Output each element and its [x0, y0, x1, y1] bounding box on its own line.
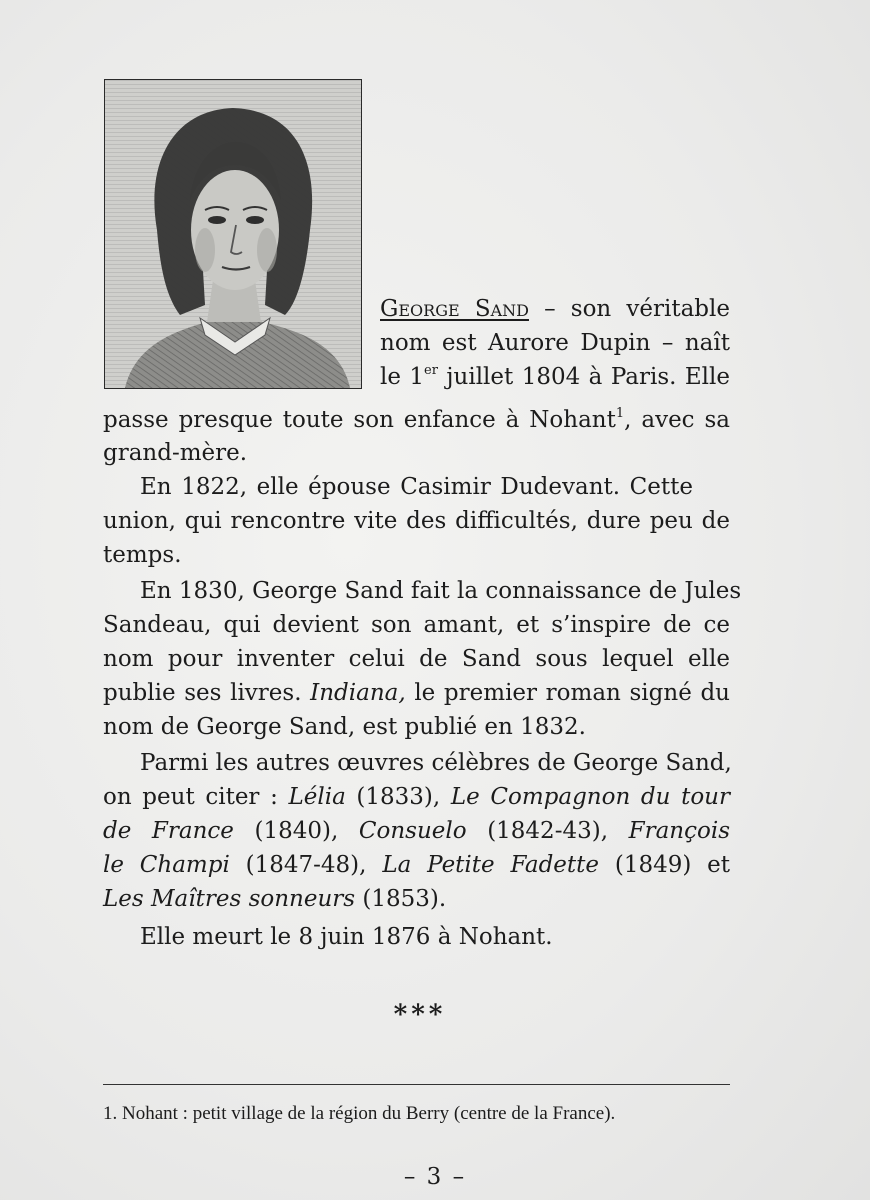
- paragraph-works-l3: de France (1840), Consuelo (1842-43), François: [103, 818, 730, 844]
- paragraph-sandeau-l3: nom pour inventer celui de Sand sous lequel elle: [103, 646, 730, 672]
- paragraph-sandeau: En 1830, George Sand fait la connaissance de Jules: [140, 578, 742, 604]
- paragraph-sandeau-l4: publie ses livres. Indiana, le premier roman signé du: [103, 680, 730, 706]
- intro-last-line: grand-mère.: [103, 440, 248, 466]
- intro-continued: passe presque toute son enfance à Nohant$^1$, avec sa: [103, 406, 730, 433]
- paragraph-marriage-l2: union, qui rencontre vite des difficultés, dure peu de: [103, 508, 730, 534]
- paragraph-works-l5: Les Maîtres sonneurs (1853).: [103, 886, 447, 912]
- name-small-caps: George Sand: [380, 296, 529, 322]
- paragraph-works-l4: le Champi (1847-48), La Petite Fadette (1849) et: [103, 852, 731, 878]
- paragraph-marriage-l3: temps.: [103, 542, 182, 568]
- footnote: 1. Nohant : petit village de la région du Berry (centre de la France).: [103, 1103, 616, 1124]
- paragraph-sandeau-l5: nom de George Sand, est publié en 1832.: [103, 714, 586, 740]
- paragraph-marriage: En 1822, elle épouse Casimir Dudevant. Cette: [140, 474, 693, 500]
- portrait-image: [104, 79, 362, 389]
- paragraph-sandeau-l2: Sandeau, qui devient son amant, et s’inspire de ce: [103, 612, 730, 638]
- intro-wrapped-lines: George Sand – son véritable nom est Aurore Dupin – naît le 1er juillet 1804 à Paris. Elle: [380, 296, 730, 390]
- paragraph-death: Elle meurt le 8 juin 1876 à Nohant.: [140, 924, 553, 950]
- footnote-rule: [103, 1084, 730, 1085]
- paragraph-works-l2: on peut citer : Lélia (1833), Le Compagnon du tour: [103, 784, 730, 810]
- paragraph-works: Parmi les autres œuvres célèbres de George Sand,: [140, 750, 732, 776]
- page-number: – 3 –: [403, 1164, 467, 1190]
- intro-line: nom est Aurore Dupin – naît: [380, 330, 730, 356]
- section-separator: ***: [393, 1000, 447, 1030]
